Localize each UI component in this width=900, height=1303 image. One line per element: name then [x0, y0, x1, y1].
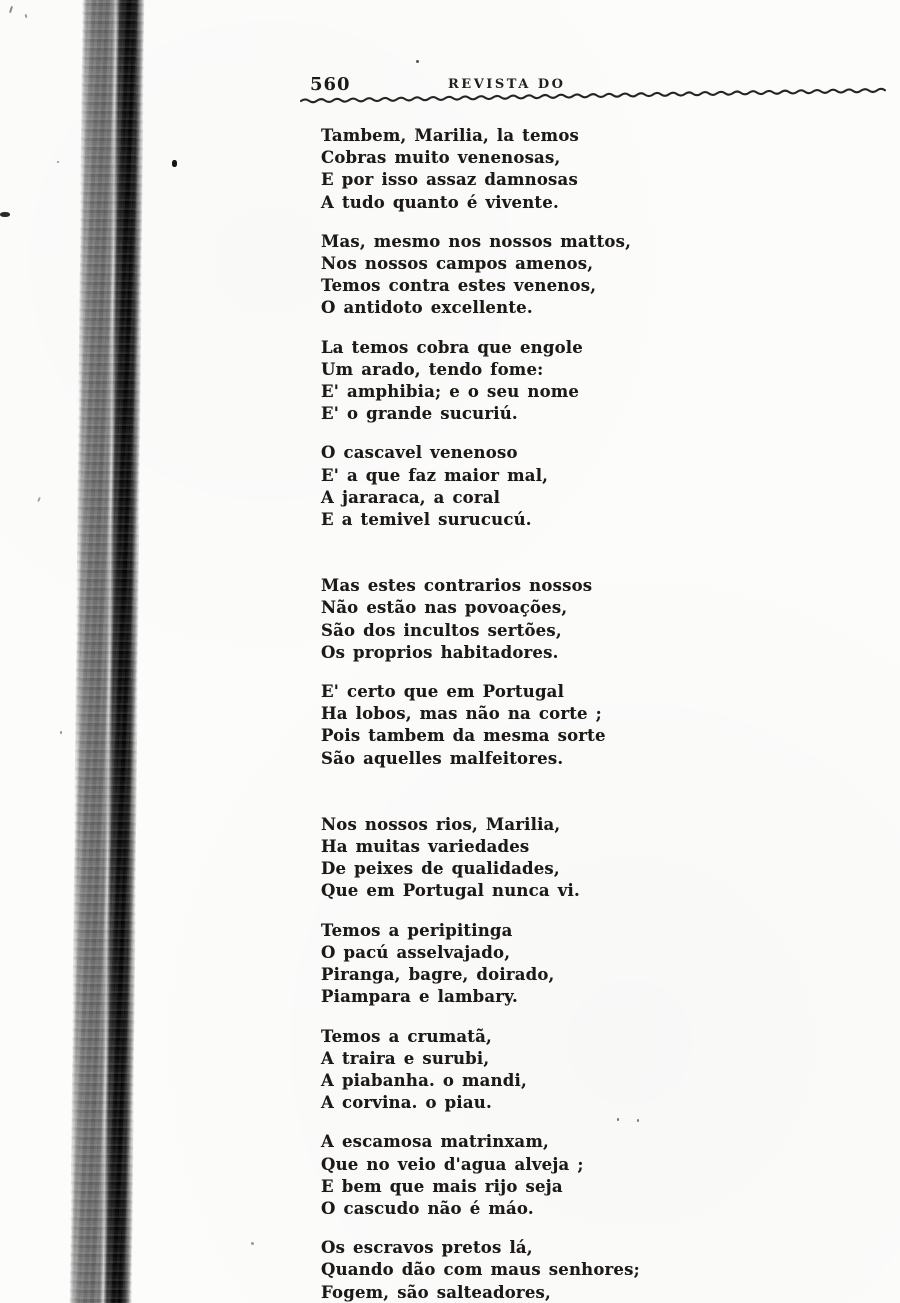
scan-speck — [60, 731, 62, 734]
poem-line: Ha lobos, mas não na corte ; — [321, 704, 602, 724]
scan-speck — [251, 1242, 254, 1245]
poem-line: São aquelles malfeitores. — [321, 748, 564, 768]
poem-line: Nos nossos campos amenos, — [321, 254, 594, 274]
book-binding-shadow — [70, 0, 145, 1303]
poem-line: Fogem, são salteadores, — [321, 1282, 551, 1302]
poem-line: Mas estes contrarios nossos — [321, 576, 593, 596]
poem-line: O cascudo não é máo. — [321, 1198, 534, 1218]
page-number: 560 — [310, 74, 351, 95]
stanza — [321, 125, 751, 214]
stanza — [321, 814, 751, 903]
poem-line: Cobras muito venenosas, — [321, 148, 561, 168]
poem-line: E a temivel surucucú. — [321, 510, 532, 530]
poem-line: A jararaca, a coral — [321, 487, 501, 507]
poem-line: Temos a crumatã, — [321, 1026, 492, 1046]
poem-line: A traira e surubi, — [321, 1048, 490, 1068]
scan-speck — [0, 212, 10, 217]
poem-line: Um arado, tendo fome: — [321, 359, 544, 379]
poem-line: E' a que faz maior mal, — [321, 465, 549, 485]
poem-line: Não estão nas povoações, — [321, 598, 568, 618]
poem-line: Que em Portugal nunca vi. — [321, 881, 580, 901]
poem-line: O cascavel venenoso — [321, 443, 518, 463]
poem-line: Ha muitas variedades — [321, 837, 530, 857]
stanza — [321, 920, 751, 1009]
poem-line: A corvina. o piau. — [321, 1093, 492, 1113]
stanza — [321, 442, 751, 531]
poem-line: Os escravos pretos lá, — [321, 1238, 533, 1258]
poem-line: Piampara e lambary. — [321, 987, 519, 1007]
scan-speck — [57, 161, 59, 163]
poem-line: Tambem, Marilia, la temos — [321, 126, 580, 145]
poem-line: E' amphibia; e o seu nome — [321, 382, 580, 402]
poem-line: Piranga, bagre, doirado, — [321, 965, 555, 985]
scan-speck — [617, 1118, 619, 1121]
poem-line: Mas, mesmo nos nossos mattos, — [321, 231, 632, 251]
poem-line: De peixes de qualidades, — [321, 859, 560, 879]
scan-speck — [37, 497, 41, 502]
poem-line: La temos cobra que engole — [321, 337, 583, 357]
poem-line: São dos incultos sertões, — [321, 620, 562, 640]
poem-line: E bem que mais rijo seja — [321, 1176, 563, 1196]
poem-line: Que no veio d'agua alveja ; — [321, 1154, 584, 1174]
stanza — [321, 1237, 751, 1303]
poem-line: Temos a peripitinga — [321, 920, 513, 940]
stanza — [321, 1026, 751, 1115]
poem-line: A piabanha. o mandi, — [321, 1070, 527, 1090]
scan-speck — [9, 6, 13, 13]
stanza — [321, 337, 751, 426]
poem-line: Temos contra estes venenos, — [321, 276, 597, 296]
poem-line: O antidoto excellente. — [321, 298, 533, 318]
poem-line: A tudo quanto é vivente. — [321, 192, 559, 212]
header-rule-wavy-line — [300, 75, 894, 112]
scan-speck — [25, 14, 28, 18]
stanza — [321, 575, 751, 664]
scan-speck — [416, 60, 419, 63]
poem-line: A escamosa matrinxam, — [321, 1132, 549, 1152]
poem-line: E' o grande sucuriú. — [321, 404, 518, 424]
scan-speck — [637, 1119, 639, 1122]
poem-line: Pois tambem da mesma sorte — [321, 726, 606, 746]
running-title: REVISTA DO — [448, 77, 566, 92]
poem — [321, 125, 751, 1303]
stanza — [321, 231, 751, 320]
poem-line: Os proprios habitadores. — [321, 642, 559, 662]
poem-line: Nos nossos rios, Marilia, — [321, 814, 561, 834]
stanza — [321, 681, 751, 770]
poem-line: E' certo que em Portugal — [321, 682, 565, 702]
poem-line: E por isso assaz damnosas — [321, 170, 578, 190]
poem-line: O pacú asselvajado, — [321, 942, 511, 962]
scan-speck — [172, 160, 177, 167]
poem-line: Quando dão com maus senhores; — [321, 1260, 640, 1280]
stanza — [321, 1131, 751, 1220]
